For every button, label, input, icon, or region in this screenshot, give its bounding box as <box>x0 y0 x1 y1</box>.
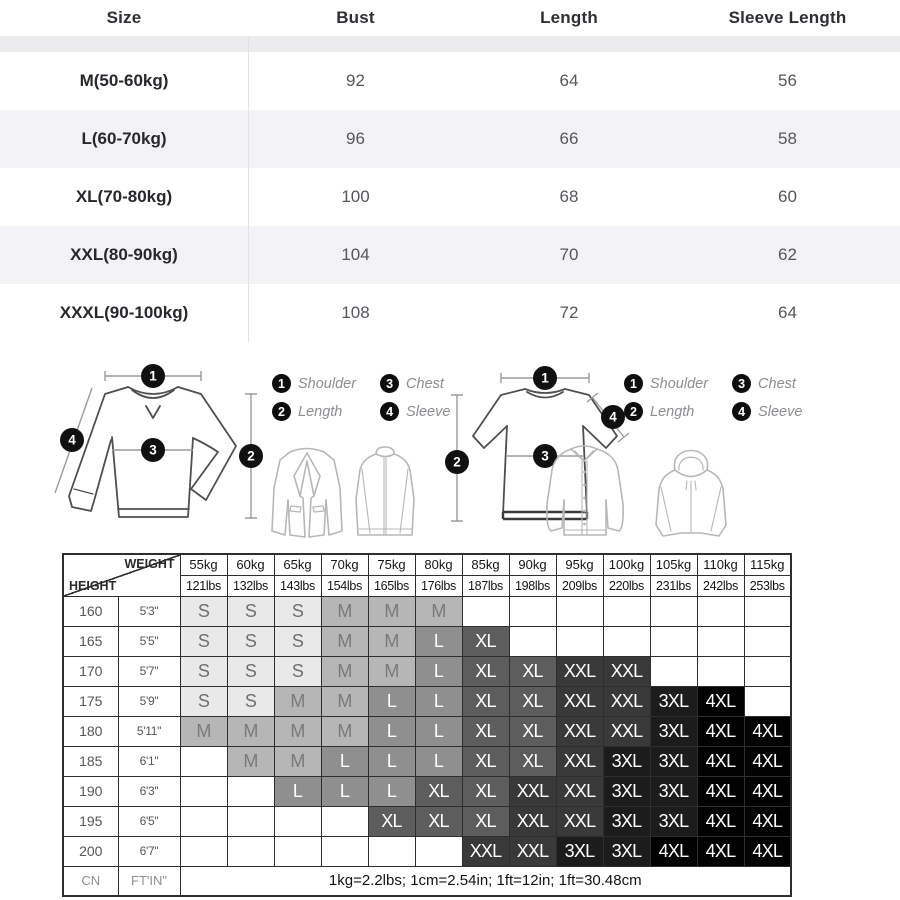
marker-1-shoulder-icon <box>141 364 165 388</box>
size-cell: XL <box>509 656 556 686</box>
weight-lbs-cell: 253lbs <box>744 575 791 596</box>
marker-4-sleeve-icon <box>601 405 625 429</box>
size-label-cell: M(50-60kg) <box>79 71 169 90</box>
size-cell: M <box>180 716 227 746</box>
empty-cell <box>274 836 321 866</box>
size-cell: M <box>274 746 321 776</box>
legend-number-icon: 2 <box>272 402 291 421</box>
size-cell: 3XL <box>650 806 697 836</box>
size-cell: S <box>274 596 321 626</box>
svg-text:2: 2 <box>453 454 461 470</box>
size-cell: XL <box>462 806 509 836</box>
corner-height-label: HEIGHT <box>69 578 117 593</box>
size-table-body <box>0 52 900 342</box>
weight-kg-cell: 90kg <box>509 554 556 575</box>
size-cell: L <box>368 686 415 716</box>
weight-lbs-cell: 176lbs <box>415 575 462 596</box>
longsleeve-measure-diagram <box>48 360 268 548</box>
empty-cell <box>274 806 321 836</box>
empty-cell <box>650 626 697 656</box>
measure-value-cell: 92 <box>346 71 365 90</box>
empty-cell <box>744 686 791 716</box>
size-label-cell: XL(70-80kg) <box>75 187 173 206</box>
empty-cell <box>744 626 791 656</box>
empty-cell <box>556 626 603 656</box>
size-cell: XXL <box>509 776 556 806</box>
measure-value-cell: 108 <box>341 303 370 322</box>
marker-3-chest-icon <box>141 438 165 462</box>
legend-number-icon: 3 <box>732 374 751 393</box>
size-cell: 4XL <box>744 836 791 866</box>
size-table-header-row <box>0 0 900 36</box>
empty-cell <box>227 776 274 806</box>
size-cell: S <box>180 686 227 716</box>
svg-text:1: 1 <box>149 368 157 384</box>
empty-cell <box>509 596 556 626</box>
empty-cell <box>180 806 227 836</box>
size-cell: M <box>321 596 368 626</box>
size-cell: XL <box>462 746 509 776</box>
size-table-header-0: Size <box>106 8 142 27</box>
weight-kg-cell: 105kg <box>650 554 697 575</box>
height-ftin-cell: 6'1" <box>118 746 180 776</box>
marker-2-length-icon <box>445 450 469 474</box>
size-cell: S <box>227 626 274 656</box>
measure-value-cell: 56 <box>778 71 797 90</box>
height-cm-cell: 200 <box>63 836 118 866</box>
height-weight-chart <box>62 553 792 897</box>
size-table-header-2: Length <box>540 8 598 27</box>
size-cell: L <box>368 776 415 806</box>
svg-text:4: 4 <box>68 432 76 448</box>
empty-cell <box>462 596 509 626</box>
empty-cell <box>180 746 227 776</box>
weight-lbs-cell: 242lbs <box>697 575 744 596</box>
legend-label: Sleeve <box>406 403 451 420</box>
size-table <box>0 0 900 342</box>
legend-item-shoulder <box>624 374 708 393</box>
matrix-row <box>63 716 791 746</box>
size-cell: XL <box>462 656 509 686</box>
blazer-icon <box>266 440 348 546</box>
measure-value-cell: 60 <box>778 187 797 206</box>
empty-cell <box>415 836 462 866</box>
size-cell: M <box>321 686 368 716</box>
weight-lbs-cell: 143lbs <box>274 575 321 596</box>
legend-label: Shoulder <box>650 375 709 392</box>
empty-cell <box>321 806 368 836</box>
empty-cell <box>603 626 650 656</box>
weight-lbs-cell: 154lbs <box>321 575 368 596</box>
matrix-row <box>63 596 791 626</box>
height-ftin-cell: 6'5" <box>118 806 180 836</box>
size-cell: L <box>415 746 462 776</box>
measure-legend-left <box>272 374 450 421</box>
height-cm-cell: 180 <box>63 716 118 746</box>
size-cell: M <box>368 626 415 656</box>
size-cell: 4XL <box>744 716 791 746</box>
empty-cell <box>509 626 556 656</box>
size-cell: M <box>368 656 415 686</box>
size-cell: XL <box>509 716 556 746</box>
size-cell: M <box>321 656 368 686</box>
size-cell: L <box>415 716 462 746</box>
weight-lbs-cell: 198lbs <box>509 575 556 596</box>
size-table-header-3: Sleeve Length <box>728 8 847 27</box>
empty-cell <box>603 596 650 626</box>
size-cell: L <box>368 716 415 746</box>
weight-kg-cell: 95kg <box>556 554 603 575</box>
measure-value-cell: 72 <box>559 303 579 322</box>
empty-cell <box>227 806 274 836</box>
weight-lbs-cell: 121lbs <box>180 575 227 596</box>
footer-cn-label: CN <box>63 866 118 896</box>
empty-cell <box>180 836 227 866</box>
legend-item-sleeve <box>732 402 802 421</box>
matrix-row <box>63 806 791 836</box>
size-cell: S <box>180 656 227 686</box>
size-cell: S <box>274 656 321 686</box>
height-cm-cell: 160 <box>63 596 118 626</box>
hoodie-icon <box>650 436 732 544</box>
weight-lbs-cell: 187lbs <box>462 575 509 596</box>
weight-kg-cell: 100kg <box>603 554 650 575</box>
conversion-note: 1kg=2.2lbs; 1cm=2.54in; 1ft=12in; 1ft=30.48cm <box>180 866 791 896</box>
marker-2-length-icon <box>239 444 263 468</box>
size-label-cell: XXL(80-90kg) <box>70 245 178 264</box>
size-table-row <box>0 284 900 342</box>
measure-value-cell: 66 <box>559 129 579 148</box>
size-cell: XXL <box>556 656 603 686</box>
svg-text:1: 1 <box>541 370 549 386</box>
svg-text:3: 3 <box>149 442 157 458</box>
size-cell: S <box>274 626 321 656</box>
size-cell: 3XL <box>603 776 650 806</box>
matrix-footer-row <box>63 866 791 896</box>
size-cell: 4XL <box>697 716 744 746</box>
size-cell: 4XL <box>744 776 791 806</box>
size-cell: M <box>227 746 274 776</box>
weight-kg-cell: 60kg <box>227 554 274 575</box>
weight-kg-cell: 75kg <box>368 554 415 575</box>
footer-ftin-label: FT'IN" <box>118 866 180 896</box>
legend-number-icon: 2 <box>624 402 643 421</box>
weight-kg-cell: 110kg <box>697 554 744 575</box>
height-cm-cell: 185 <box>63 746 118 776</box>
size-cell: 3XL <box>556 836 603 866</box>
size-cell: M <box>227 716 274 746</box>
size-cell: XXL <box>556 746 603 776</box>
matrix-body <box>63 596 791 866</box>
legend-item-shoulder <box>272 374 356 393</box>
empty-cell <box>321 836 368 866</box>
size-cell: 3XL <box>603 746 650 776</box>
size-table-row <box>0 52 900 110</box>
matrix-row <box>63 626 791 656</box>
matrix-row <box>63 746 791 776</box>
size-cell: 3XL <box>650 776 697 806</box>
height-cm-cell: 165 <box>63 626 118 656</box>
size-cell: 3XL <box>603 836 650 866</box>
weight-kg-cell: 80kg <box>415 554 462 575</box>
height-ftin-cell: 5'7" <box>118 656 180 686</box>
size-cell: L <box>415 686 462 716</box>
size-cell: M <box>274 716 321 746</box>
legend-label: Chest <box>758 375 796 392</box>
legend-label: Chest <box>406 375 444 392</box>
size-cell: S <box>227 686 274 716</box>
legend-item-chest <box>732 374 802 393</box>
size-cell: XXL <box>556 686 603 716</box>
empty-cell <box>697 626 744 656</box>
corner-weight-label: WEIGHT <box>124 557 175 571</box>
size-cell: 4XL <box>744 746 791 776</box>
empty-cell <box>368 836 415 866</box>
size-cell: XL <box>462 686 509 716</box>
marker-1-shoulder-icon <box>533 366 557 390</box>
weight-lbs-cell: 220lbs <box>603 575 650 596</box>
empty-cell <box>744 596 791 626</box>
size-cell: XL <box>462 716 509 746</box>
legend-number-icon: 1 <box>272 374 291 393</box>
corner-cell <box>63 554 180 596</box>
size-cell: M <box>321 716 368 746</box>
matrix-row <box>63 656 791 686</box>
weight-lbs-cell: 132lbs <box>227 575 274 596</box>
size-cell: XXL <box>603 656 650 686</box>
size-cell: XXL <box>556 776 603 806</box>
size-table-header-1: Bust <box>336 8 375 27</box>
header-separator-band <box>0 36 900 52</box>
size-cell: 3XL <box>603 806 650 836</box>
empty-cell <box>650 596 697 626</box>
size-cell: XL <box>462 776 509 806</box>
size-cell: L <box>415 626 462 656</box>
size-label-cell: L(60-70kg) <box>81 129 167 148</box>
size-cell: M <box>368 596 415 626</box>
size-cell: XL <box>415 776 462 806</box>
size-label-cell: XXXL(90-100kg) <box>59 303 189 322</box>
weight-lbs-cell: 209lbs <box>556 575 603 596</box>
size-cell: L <box>321 776 368 806</box>
legend-number-icon: 1 <box>624 374 643 393</box>
size-cell: 4XL <box>650 836 697 866</box>
measure-value-cell: 70 <box>559 245 579 264</box>
size-cell: XXL <box>556 716 603 746</box>
weight-kg-cell: 55kg <box>180 554 227 575</box>
size-cell: S <box>180 596 227 626</box>
empty-cell <box>180 776 227 806</box>
size-cell: 4XL <box>744 806 791 836</box>
legend-label: Sleeve <box>758 403 803 420</box>
measure-value-cell: 58 <box>778 129 797 148</box>
measure-legend-right <box>624 374 802 421</box>
legend-number-icon: 4 <box>732 402 751 421</box>
height-ftin-cell: 5'5" <box>118 626 180 656</box>
measure-value-cell: 64 <box>778 303 797 322</box>
height-cm-cell: 170 <box>63 656 118 686</box>
height-ftin-cell: 5'9" <box>118 686 180 716</box>
weight-kg-header-row <box>63 554 791 575</box>
size-cell: 3XL <box>650 686 697 716</box>
size-cell: 4XL <box>697 836 744 866</box>
height-ftin-cell: 5'11" <box>118 716 180 746</box>
measure-value-cell: 104 <box>341 245 370 264</box>
size-cell: S <box>227 596 274 626</box>
empty-cell <box>227 836 274 866</box>
size-cell: S <box>227 656 274 686</box>
size-cell: XL <box>368 806 415 836</box>
legend-label: Shoulder <box>298 375 357 392</box>
measure-value-cell: 62 <box>778 245 797 264</box>
size-cell: XL <box>462 626 509 656</box>
weight-kg-cell: 70kg <box>321 554 368 575</box>
measure-value-cell: 96 <box>346 129 365 148</box>
size-cell: M <box>274 686 321 716</box>
matrix-row <box>63 836 791 866</box>
size-cell: XXL <box>462 836 509 866</box>
weight-lbs-cell: 165lbs <box>368 575 415 596</box>
matrix-row <box>63 686 791 716</box>
size-cell: XXL <box>603 716 650 746</box>
matrix-row <box>63 776 791 806</box>
svg-text:4: 4 <box>609 409 617 425</box>
height-cm-cell: 190 <box>63 776 118 806</box>
svg-text:3: 3 <box>541 448 549 464</box>
weight-kg-cell: 65kg <box>274 554 321 575</box>
size-cell: XXL <box>509 806 556 836</box>
height-cm-cell: 175 <box>63 686 118 716</box>
height-ftin-cell: 6'3" <box>118 776 180 806</box>
legend-item-length <box>272 402 356 421</box>
size-cell: M <box>321 626 368 656</box>
size-cell: XL <box>509 686 556 716</box>
size-table-row <box>0 110 900 168</box>
legend-item-length <box>624 402 708 421</box>
legend-label: Length <box>298 403 343 420</box>
size-cell: 4XL <box>697 686 744 716</box>
svg-text:2: 2 <box>247 448 255 464</box>
size-cell: XXL <box>556 806 603 836</box>
size-cell: XL <box>415 806 462 836</box>
empty-cell <box>697 596 744 626</box>
empty-cell <box>744 656 791 686</box>
empty-cell <box>650 656 697 686</box>
height-cm-cell: 195 <box>63 806 118 836</box>
size-cell: L <box>274 776 321 806</box>
weight-lbs-cell: 231lbs <box>650 575 697 596</box>
size-cell: S <box>180 626 227 656</box>
size-cell: 4XL <box>697 776 744 806</box>
weight-kg-cell: 85kg <box>462 554 509 575</box>
height-ftin-cell: 6'7" <box>118 836 180 866</box>
measure-value-cell: 68 <box>559 187 579 206</box>
legend-number-icon: 3 <box>380 374 399 393</box>
size-cell: M <box>415 596 462 626</box>
marker-4-sleeve-icon <box>60 428 84 452</box>
size-cell: 3XL <box>650 716 697 746</box>
size-cell: 4XL <box>697 746 744 776</box>
weight-kg-cell: 115kg <box>744 554 791 575</box>
size-cell: XL <box>509 746 556 776</box>
size-cell: L <box>415 656 462 686</box>
shirt-icon <box>542 442 628 542</box>
empty-cell <box>556 596 603 626</box>
size-cell: XXL <box>509 836 556 866</box>
empty-cell <box>697 656 744 686</box>
size-cell: 3XL <box>650 746 697 776</box>
size-table-row <box>0 168 900 226</box>
size-cell: L <box>321 746 368 776</box>
measure-value-cell: 100 <box>341 187 370 206</box>
legend-number-icon: 4 <box>380 402 399 421</box>
size-cell: L <box>368 746 415 776</box>
measure-value-cell: 64 <box>559 71 579 90</box>
size-table-row <box>0 226 900 284</box>
column-divider <box>248 36 249 342</box>
size-cell: XXL <box>603 686 650 716</box>
size-cell: 4XL <box>697 806 744 836</box>
jacket-icon <box>350 444 420 544</box>
legend-label: Length <box>650 403 695 420</box>
height-ftin-cell: 5'3" <box>118 596 180 626</box>
